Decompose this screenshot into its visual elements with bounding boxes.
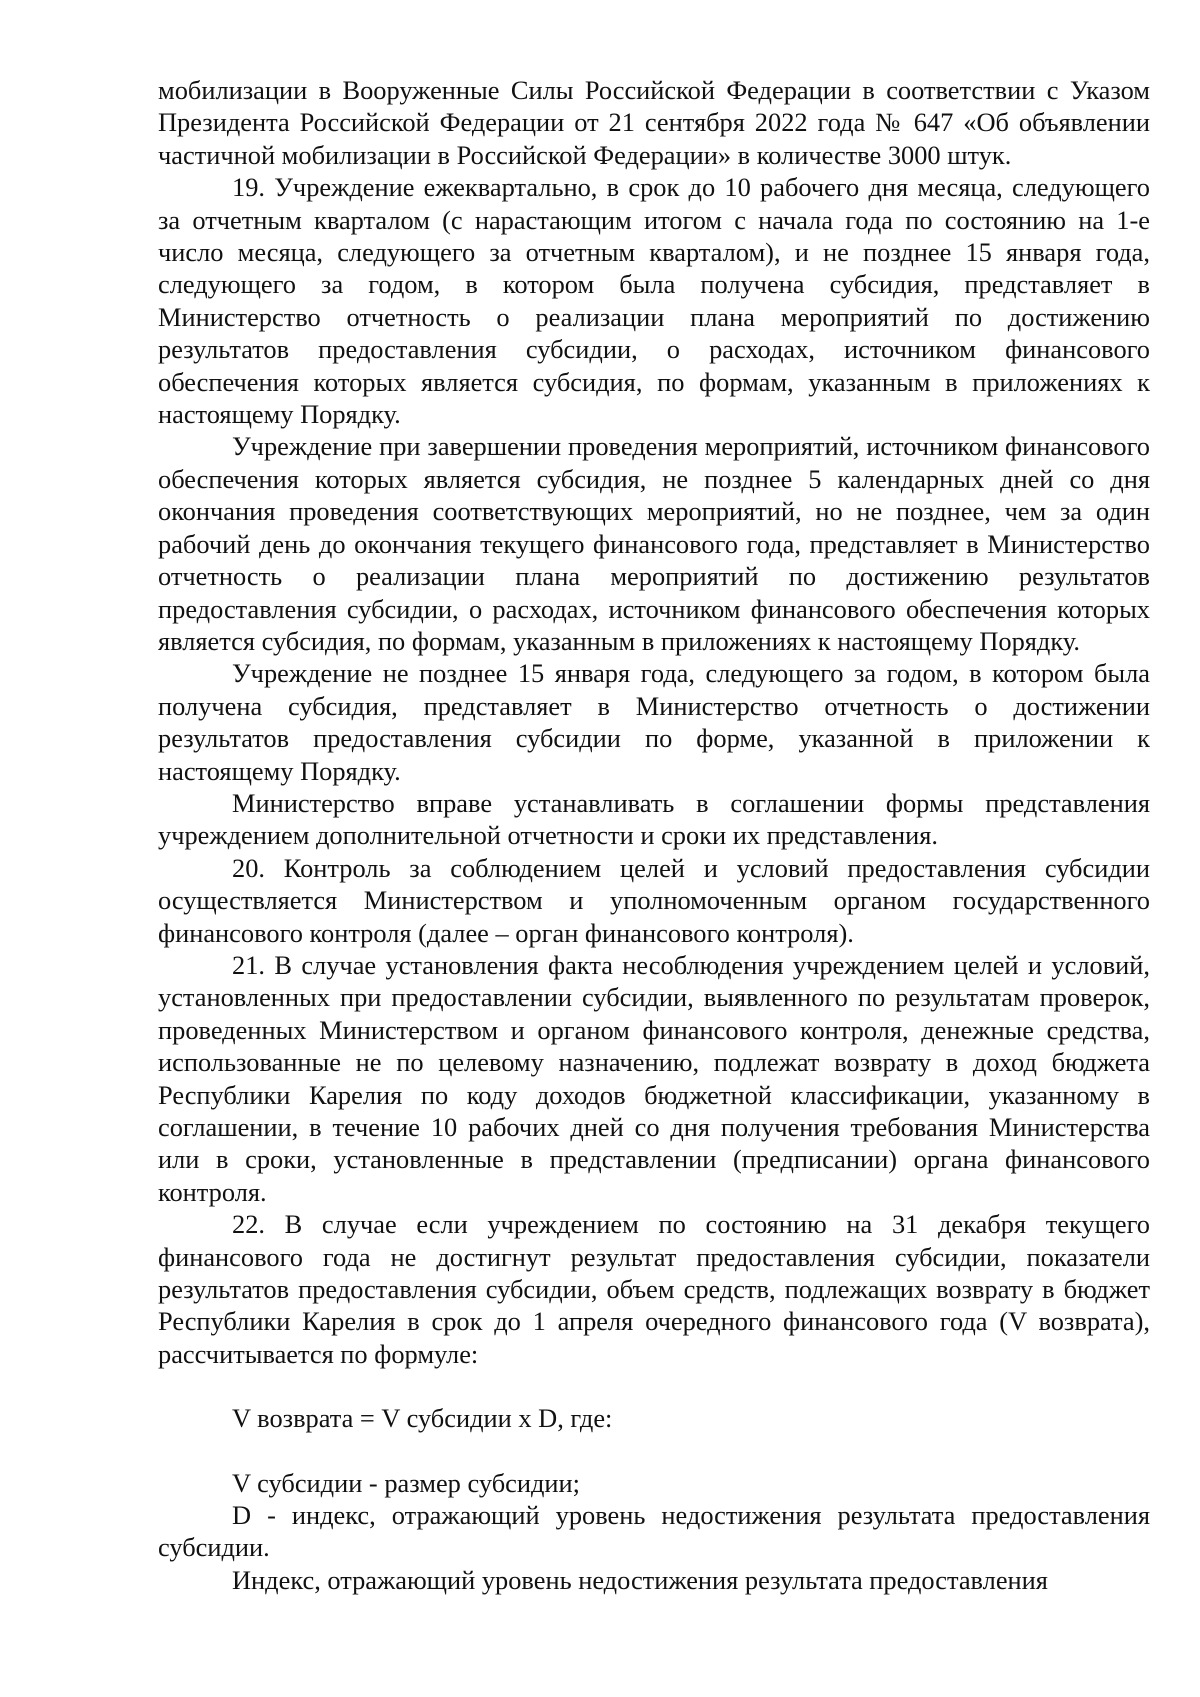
definition-v-subsidy: V субсидии - размер субсидии; (232, 1467, 580, 1498)
return-formula: V возврата = V субсидии x D, где: (232, 1403, 613, 1434)
definition-d-index: D - индекс, отражающий уровень недостижения результата предоставления субсидии. (158, 1500, 1150, 1563)
paragraph-21: 21. В случае установления факта несоблюдения учреждением целей и условий, установленных при предоставлении субсидии, выявленного по результатам проверок, проведенных Министерством и органом финансового контроля, денежные средства, использованные не по целевому назначению, подлежат возврату в доход бюджета Республики Карелия по коду доходов бюджетной классификации, указанному в соглашении, в течение 10 рабочих дней со дня получения требования Министерства или в сроки, установленные в представлении (предписании) органа финансового контроля. (158, 949, 1150, 1207)
paragraph-22: 22. В случае если учреждением по состоянию на 31 декабря текущего финансового года не достигнут результат предоставления субсидии, показатели результатов предоставления субсидии, объем средств, подлежащих возврату в бюджет Республики Карелия в срок до 1 апреля очередного финансового года (V возврата), рассчитывается по формуле: (158, 1209, 1150, 1369)
paragraph-19-annual-report: Учреждение не позднее 15 января года, следующего за годом, в котором была получена субсидия, представляет в Министерство отчетность о достижении результатов предоставления субсидии по форме, указанной в приложении к настоящему Порядку. (158, 658, 1150, 786)
paragraph-19: 19. Учреждение ежеквартально, в срок до 10 рабочего дня месяца, следующего за отчетным кварталом (с нарастающим итогом с начала года по состоянию на 1-е число месяца, следующего за отчетным кварталом), и не позднее 15 января года, следующего за годом, в котором была получена субсидия, представляет в Министерство отчетность о реализации плана мероприятий по достижению результатов предоставления субсидии, о расходах, источником финансового обеспечения которых является субсидия, по формам, указанным в приложениях к настоящему Порядку. (158, 172, 1150, 430)
paragraph-index-description: Индекс, отражающий уровень недостижения результата предоставления (232, 1564, 1048, 1595)
document-page (158, 74, 1150, 1596)
paragraph-20: 20. Контроль за соблюдением целей и условий предоставления субсидии осуществляется Министерством и уполномоченным органом государственного финансового контроля (далее – орган финансового контроля). (158, 852, 1150, 948)
paragraph-continuation: мобилизации в Вооруженные Силы Российской Федерации в соответствии с Указом Президента Российской Федерации от 21 сентября 2022 года № 647 «Об объявлении частичной мобилизации в Российской Федерации» в количестве 3000 штук. (158, 75, 1150, 170)
paragraph-19-completion: Учреждение при завершении проведения мероприятий, источником финансового обеспечения которых является субсидия, не позднее 5 календарных дней со дня окончания проведения соответствующих мероприятий, но не позднее, чем за один рабочий день до окончания текущего финансового года, представляет в Министерство отчетность о реализации плана мероприятий по достижению результатов предоставления субсидии, о расходах, источником финансового обеспечения которых является субсидия, по формам, указанным в приложениях к настоящему Порядку. (158, 431, 1150, 656)
paragraph-19-additional-report: Министерство вправе устанавливать в соглашении формы представления учреждением дополнительной отчетности и сроки их представления. (158, 787, 1150, 851)
